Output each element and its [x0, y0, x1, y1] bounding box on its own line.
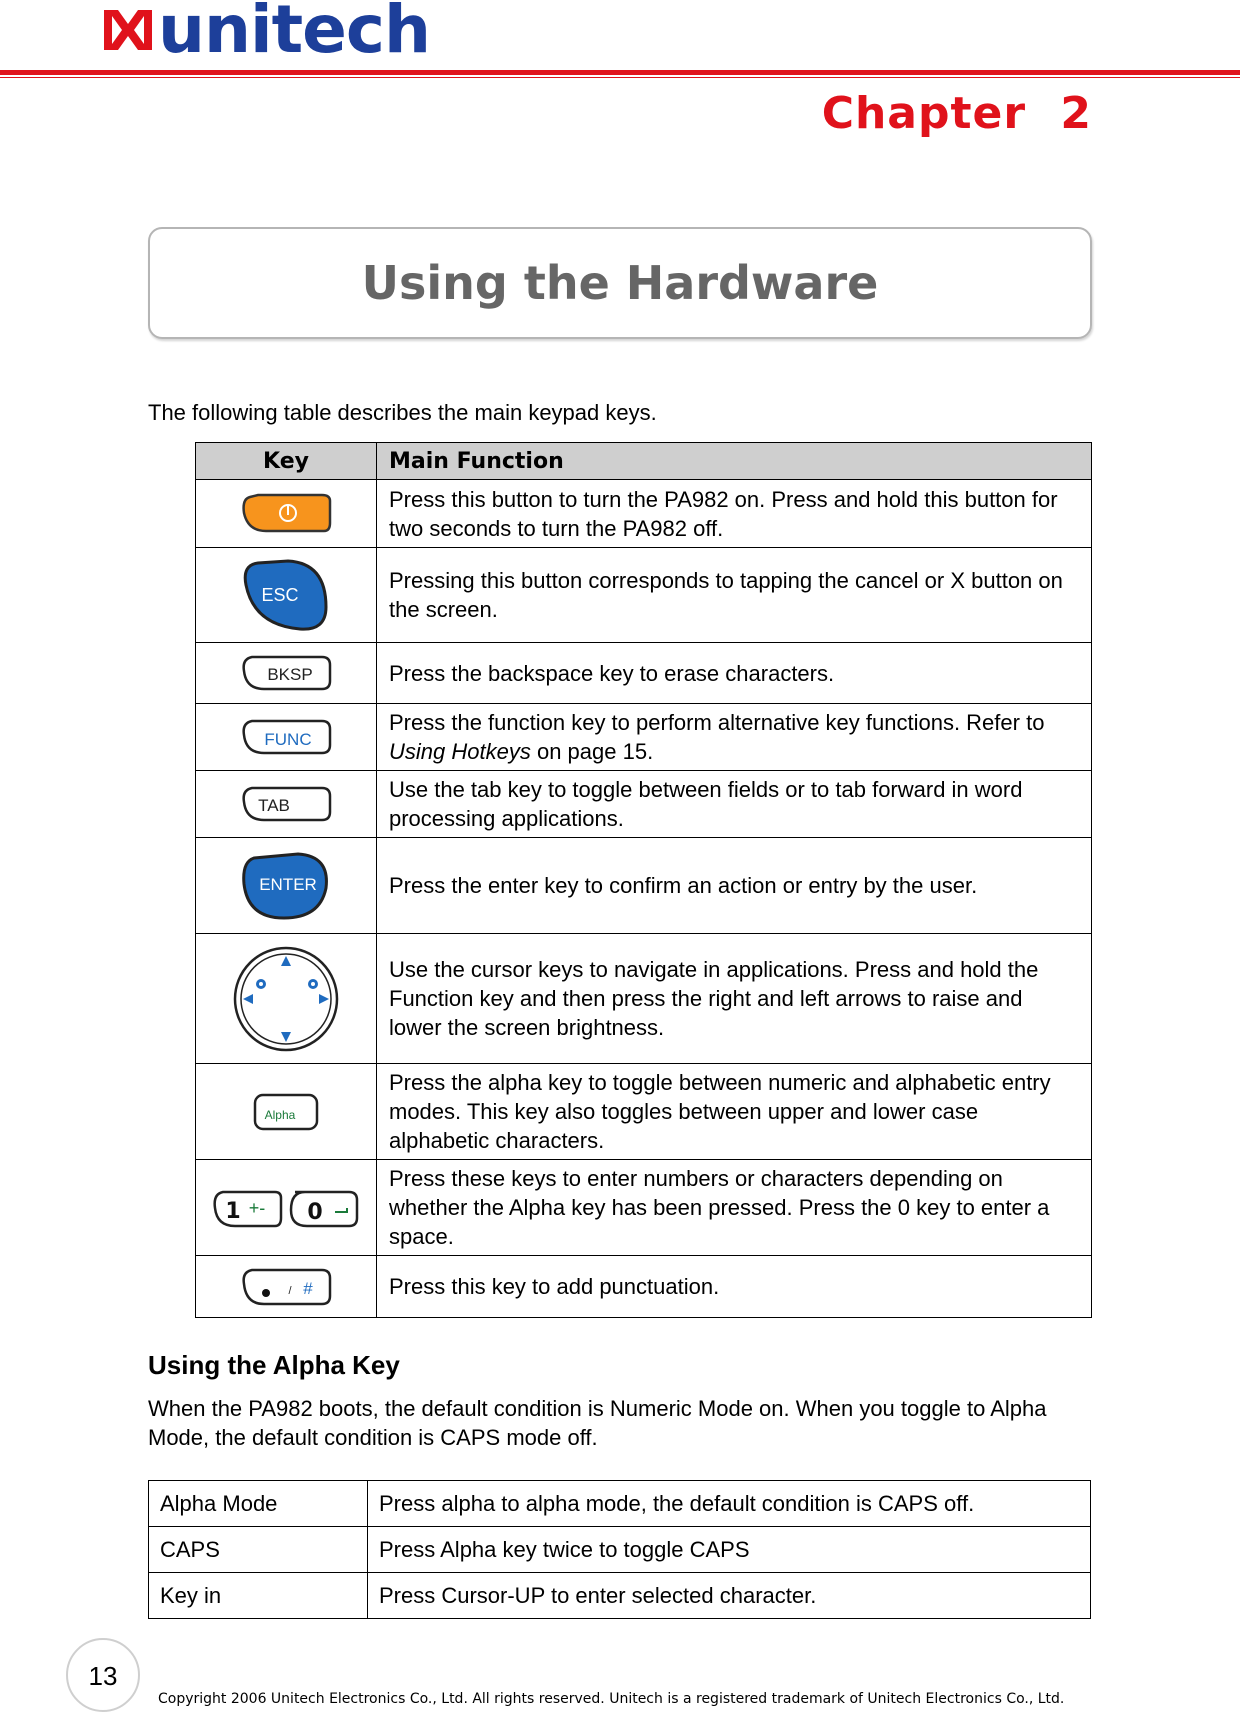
- mode-cell: CAPS: [149, 1527, 368, 1573]
- chapter-label: Chapter 2: [821, 88, 1092, 139]
- row-description: Use the cursor keys to navigate in applications. Press and hold the Function key and then press the right and left arrows to raise and lower the screen brightness.: [377, 934, 1092, 1064]
- unitech-logo-mark-icon: [102, 6, 154, 54]
- alpha-key-label: Alpha: [264, 1107, 296, 1122]
- table-row: [196, 480, 1092, 548]
- row-description: Press the alpha key to toggle between numeric and alphabetic entry modes. This key also toggles between upper and lower case alphabetic characters.: [377, 1064, 1092, 1160]
- table-row: [196, 643, 1092, 704]
- alpha-mode-table: [148, 1480, 1091, 1619]
- number-keys-icon: [211, 1186, 361, 1230]
- bksp-key-icon: [238, 653, 334, 693]
- row-description: Press this key to add punctuation.: [377, 1256, 1092, 1318]
- esc-key-icon: [238, 555, 334, 635]
- unitech-logo: [102, 0, 431, 68]
- header-function: Main Function: [377, 443, 1092, 480]
- alpha-key-icon: [252, 1092, 320, 1132]
- punct-slash-label: /: [288, 1284, 292, 1297]
- header-key: Key: [196, 443, 377, 480]
- table-row: [149, 1481, 1091, 1527]
- tab-key-icon: [238, 784, 334, 824]
- page-number: 13: [66, 1638, 140, 1712]
- func-key-label: FUNC: [264, 730, 312, 749]
- header-rule: [0, 70, 1240, 75]
- mode-cell: Alpha Mode: [149, 1481, 368, 1527]
- action-cell: Press alpha to alpha mode, the default condition is CAPS off.: [368, 1481, 1091, 1527]
- header-rule-thin: [0, 77, 1240, 78]
- bksp-key-label: BKSP: [267, 665, 313, 684]
- row-description-end: on page 15.: [530, 739, 654, 764]
- enter-key-label: ENTER: [259, 874, 317, 894]
- logo-text: unitech: [158, 0, 431, 68]
- row-description: Press the enter key to confirm an action or entry by the user.: [377, 838, 1092, 934]
- action-cell: Press Alpha key twice to toggle CAPS: [368, 1527, 1091, 1573]
- esc-key-label: ESC: [261, 585, 299, 605]
- intro-text: The following table describes the main keypad keys.: [148, 400, 657, 425]
- table-row: [196, 1256, 1092, 1318]
- table-row: [196, 838, 1092, 934]
- table-row: [196, 1160, 1092, 1256]
- chapter-title: Using the Hardware: [361, 256, 879, 310]
- table-row: [196, 704, 1092, 771]
- func-key-icon: [238, 717, 334, 757]
- row-description: Press the backspace key to erase characters.: [377, 643, 1092, 704]
- row-description: Pressing this button corresponds to tapping the cancel or X button on the screen.: [377, 548, 1092, 643]
- table-row: [149, 1527, 1091, 1573]
- row-description: Press the function key to perform alternative key functions. Refer to: [389, 710, 1045, 735]
- enter-key-icon: [238, 848, 334, 924]
- section-heading: Using the Alpha Key: [148, 1350, 400, 1380]
- row-description: Press these keys to enter numbers or characters depending on whether the Alpha key has been pressed. Press the 0 key to enter a space.: [377, 1160, 1092, 1256]
- table-row: [149, 1573, 1091, 1619]
- action-cell: Press Cursor-UP to enter selected character.: [368, 1573, 1091, 1619]
- table-row: [196, 1064, 1092, 1160]
- tab-key-label: TAB: [258, 796, 290, 815]
- row-description: Press this button to turn the PA982 on. Press and hold this button for two seconds to turn the PA982 off.: [377, 480, 1092, 548]
- cursor-keys-icon: [231, 944, 341, 1054]
- keypad-table: [195, 442, 1092, 1318]
- table-header-row: [196, 443, 1092, 480]
- row-description: Use the tab key to toggle between fields or to tab forward in word processing applications.: [377, 771, 1092, 838]
- table-row: [196, 934, 1092, 1064]
- key-one-label: 1: [225, 1198, 241, 1224]
- hotkeys-reference: Using Hotkeys: [389, 739, 531, 764]
- punctuation-key-icon: [238, 1266, 334, 1308]
- punct-hash-label: #: [303, 1278, 313, 1298]
- table-row: [196, 771, 1092, 838]
- copyright-text: Copyright 2006 Unitech Electronics Co., Ltd. All rights reserved. Unitech is a registered trademark of Unitech Electronics Co., Ltd.: [158, 1691, 1065, 1707]
- power-key-icon: [236, 491, 336, 537]
- mode-cell: Key in: [149, 1573, 368, 1619]
- key-zero-label: 0: [307, 1199, 323, 1225]
- chapter-title-box: [148, 227, 1092, 339]
- section-paragraph: When the PA982 boots, the default condition is Numeric Mode on. When you toggle to Alpha Mode, the default condition is CAPS mode off.: [148, 1396, 1047, 1450]
- key-one-alt-label: +-: [248, 1197, 266, 1218]
- table-row: [196, 548, 1092, 643]
